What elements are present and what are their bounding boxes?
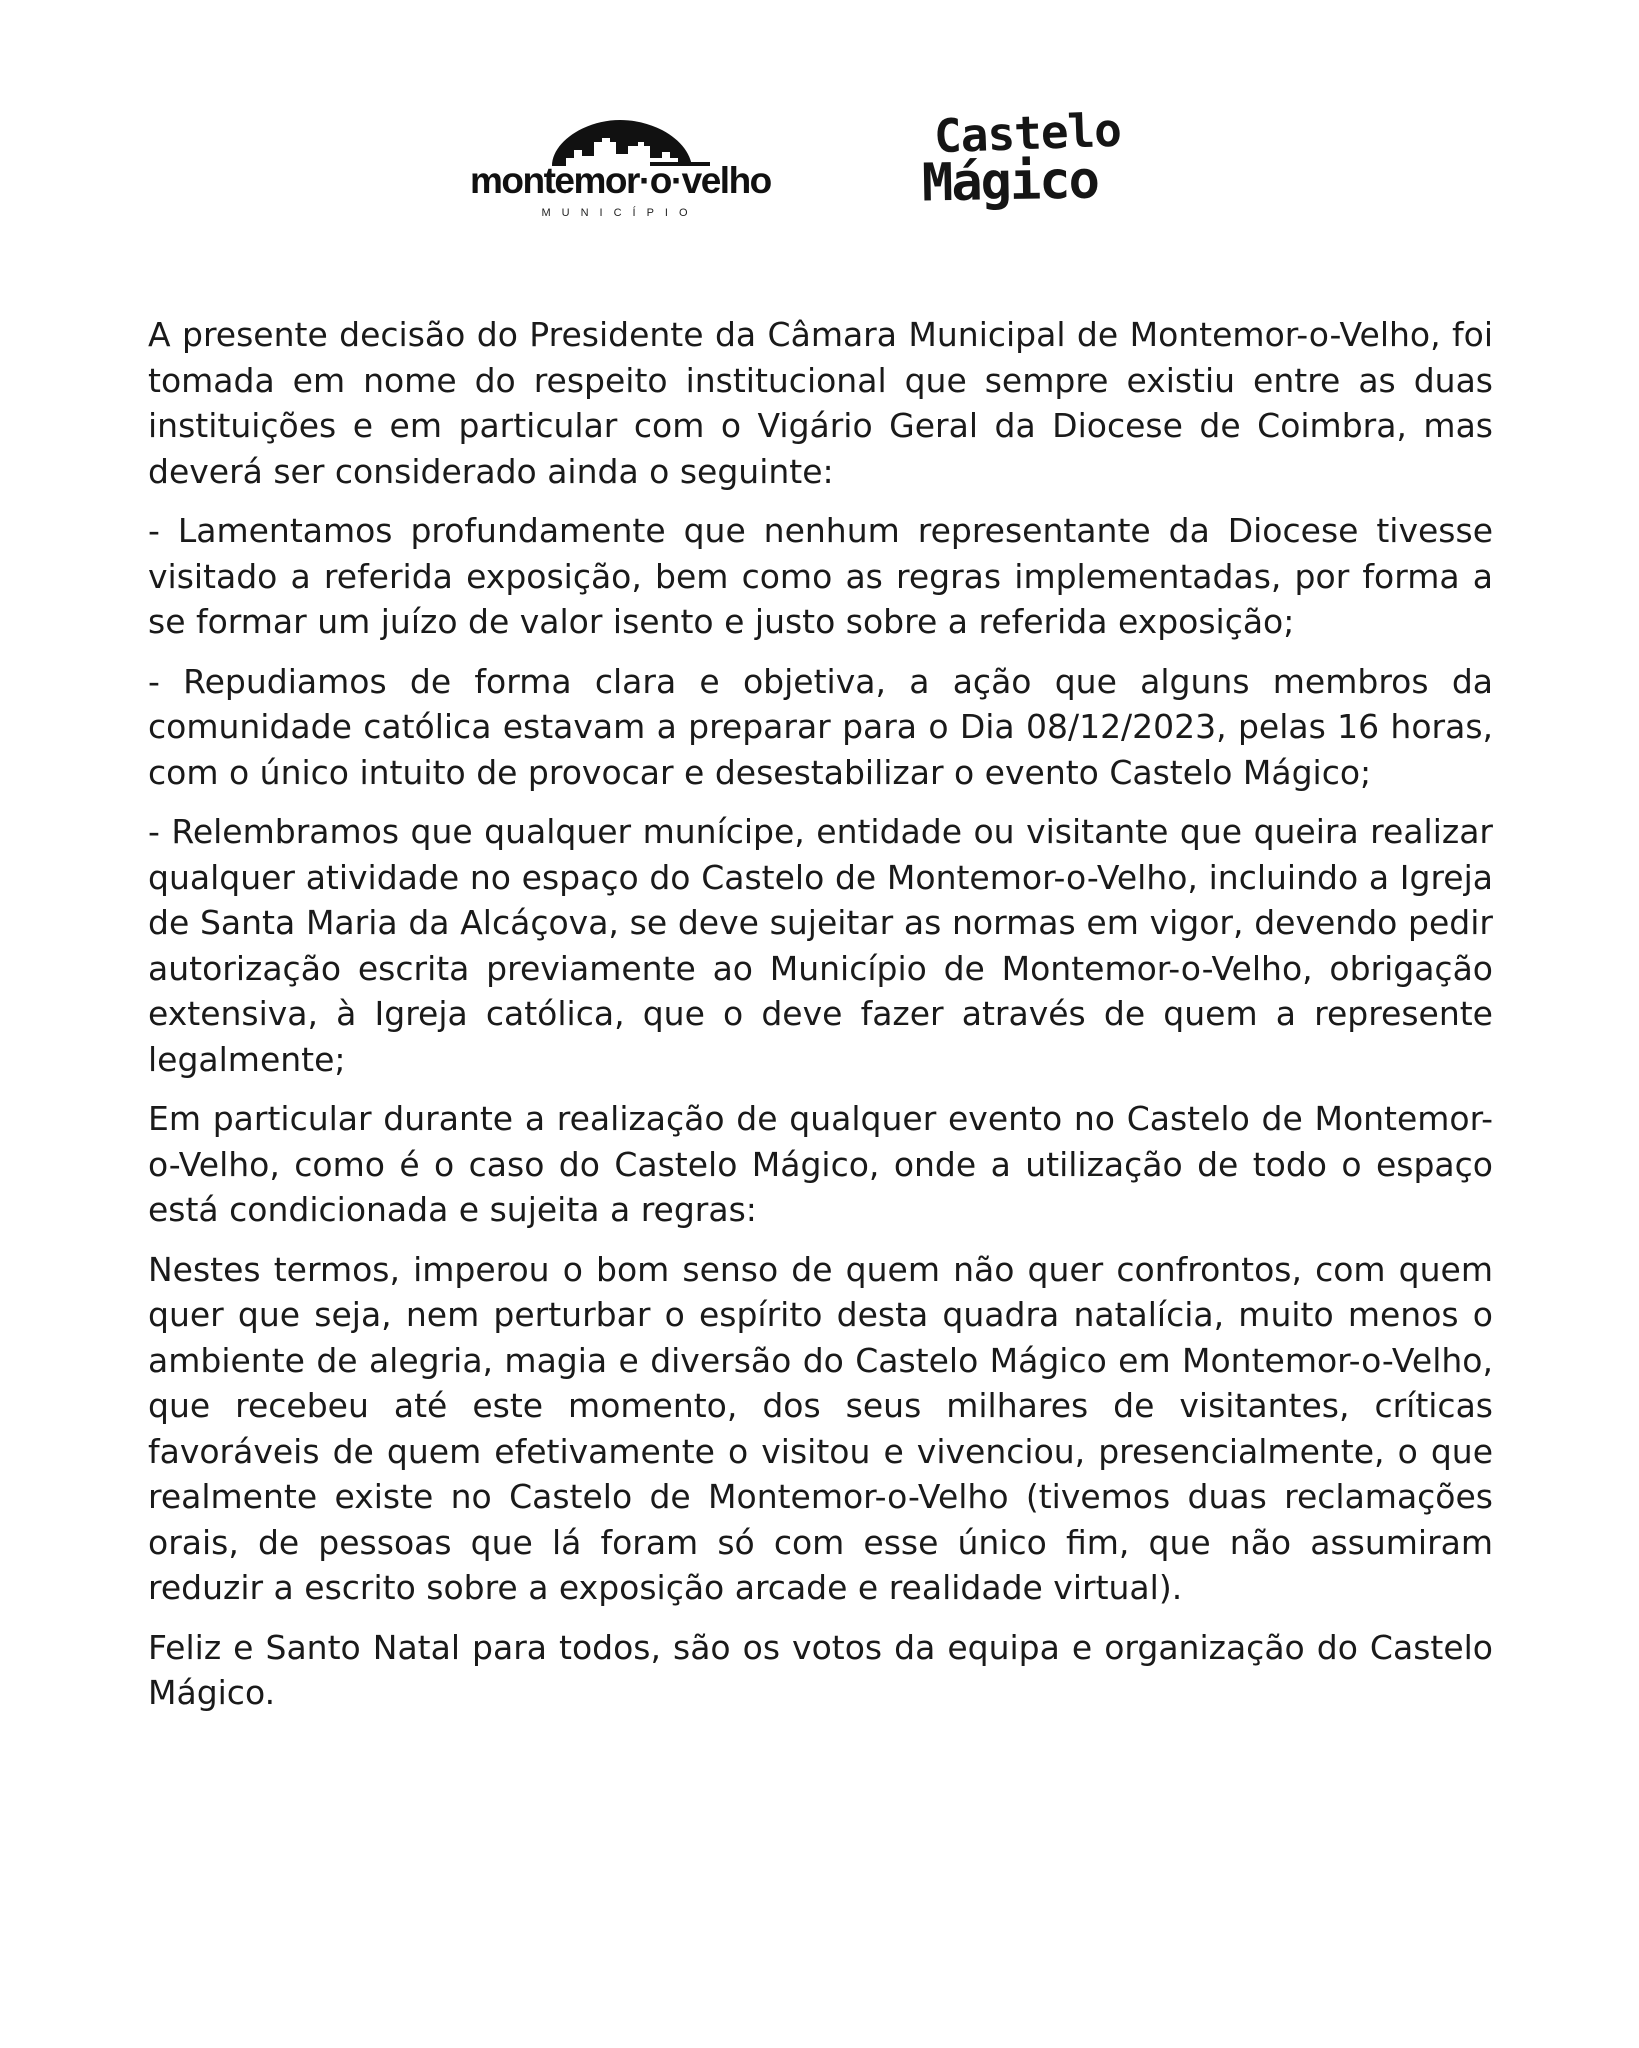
castelo-magico-logo <box>910 102 1130 230</box>
paragraph: Nestes termos, imperou o bom senso de quem não quer confrontos, com quem quer que seja, nem perturbar o espírito desta quadra natalícia, muito menos o ambiente de alegria, magia e diversão do Castelo Mágico em Montemor-o-Velho, que recebeu até este momento, dos seus milhares de visitantes, críticas favoráveis de quem efetivamente o visitou e vivenciou, presencialmente, o que realmente existe no Castelo de Montemor-o-Velho (tivemos duas reclamações orais, de pessoas que lá foram só com esse único fim, que não assumiram reduzir a escrito sobre a exposição arcade e realidade virtual). <box>148 1249 1493 1607</box>
statement-body <box>148 312 1493 1730</box>
logo-line-1: Castelo <box>933 102 1122 164</box>
paragraph: Em particular durante a realização de qualquer evento no Castelo de Montemor-o-Velho, como é o caso do Castelo Mágico, onde a utilização de todo o espaço está condicionada e sujeita a regras: <box>148 1099 1493 1229</box>
logo-wordmark: montemor·o·velho <box>470 160 771 201</box>
paragraph: - Relembramos que qualquer munícipe, entidade ou visitante que queira realizar qualquer atividade no espaço do Castelo de Montemor-o-Velho, incluindo a Igreja de Santa Maria da Alcáçova, se deve sujeitar as normas em vigor, devendo pedir autorização escrita previamente ao Município de Montemor-o-Velho, obrigação extensiva, à Igreja católica, que o deve fazer através de quem a represente legalmente; <box>148 812 1493 1079</box>
paragraph: Feliz e Santo Natal para todos, são os votos da equipa e organização do Castelo Mágico. <box>148 1627 1493 1712</box>
logo-subtitle: MUNICÍPIO <box>541 207 699 219</box>
paragraph: - Repudiamos de forma clara e objetiva, a ação que alguns membros da comunidade católica estavam a preparar para o Dia 08/12/2023, pelas 16 horas, com o único intuito de provocar e desestabilizar o evento Castelo Mágico; <box>148 661 1493 792</box>
paragraph: A presente decisão do Presidente da Câmara Municipal de Montemor-o-Velho, foi tomada em nome do respeito institucional que sempre existiu entre as duas instituições e em particular com o Vigário Geral da Diocese de Coimbra, mas deverá ser considerado ainda o seguinte: <box>148 315 1493 491</box>
paragraph: - Lamentamos profundamente que nenhum representante da Diocese tivesse visitado a referida exposição, bem como as regras implementadas, por forma a se formar um juízo de valor isento e justo sobre a referida exposição; <box>148 511 1493 641</box>
logo-line-2: Mágico <box>921 150 1099 214</box>
montemor-o-velho-logo <box>470 112 770 222</box>
